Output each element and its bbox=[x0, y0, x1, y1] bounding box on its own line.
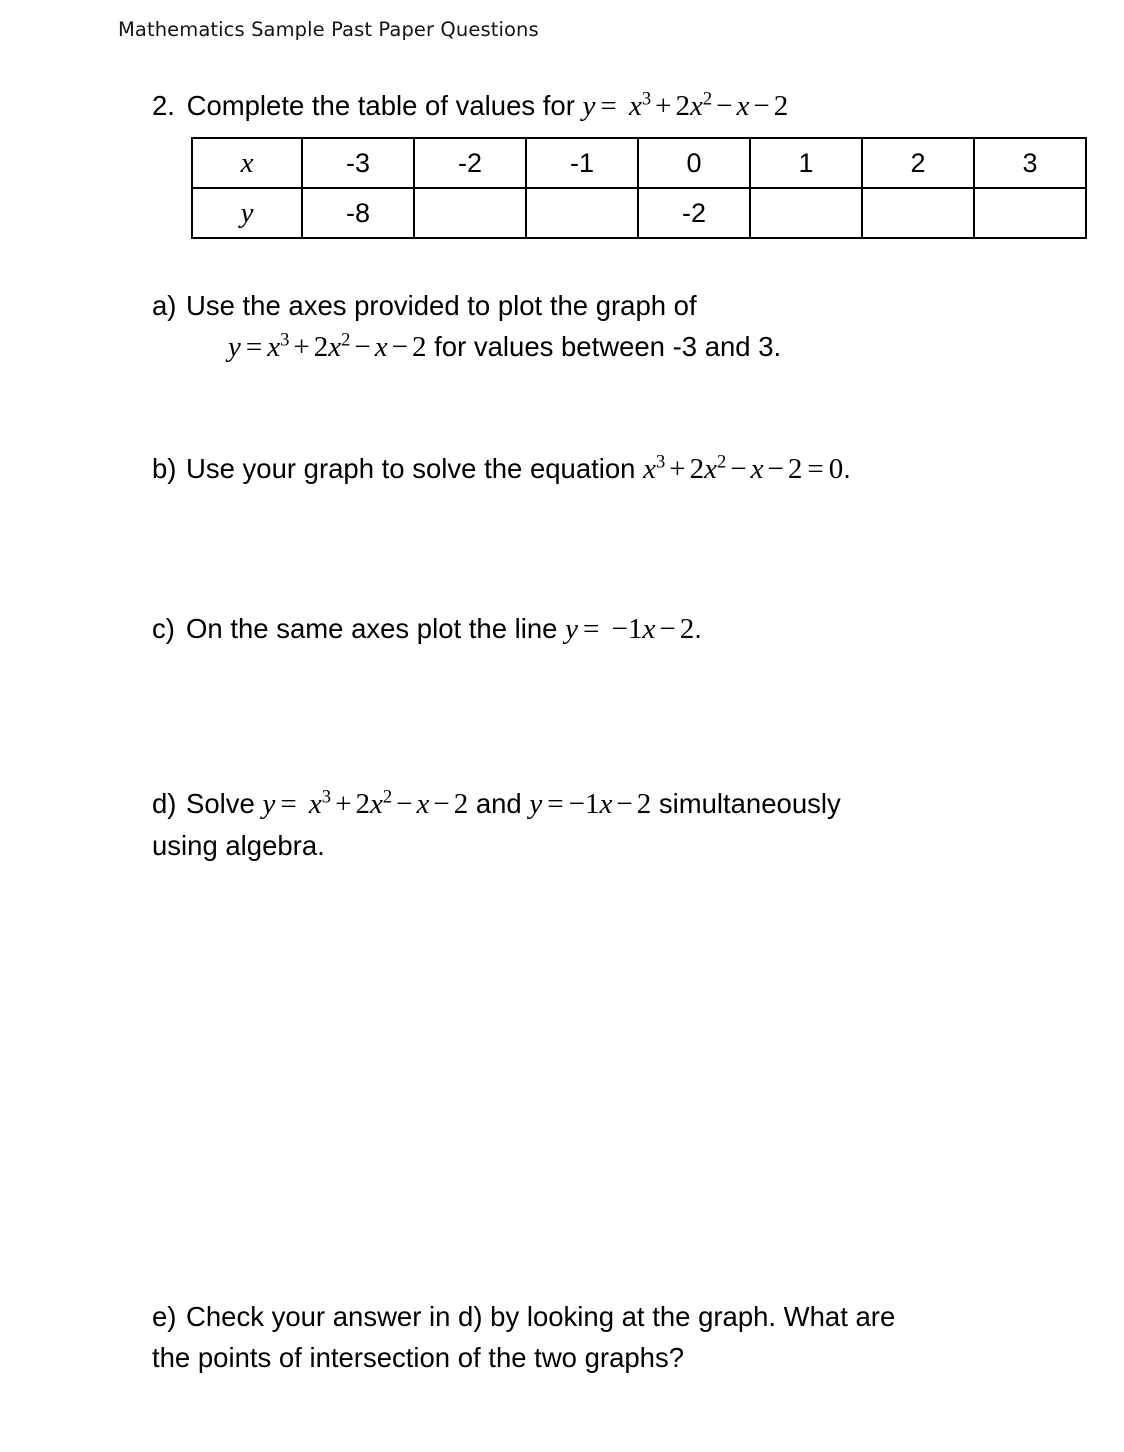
table-cell-x-2[interactable]: -1 bbox=[526, 138, 638, 188]
table-of-values bbox=[191, 137, 1087, 239]
part-b-body bbox=[186, 453, 851, 484]
table-cell-y-3[interactable]: -2 bbox=[638, 188, 750, 238]
table-cell-x-6[interactable]: 3 bbox=[974, 138, 1086, 188]
table-cell-y-4[interactable] bbox=[750, 188, 862, 238]
table-label-y: y bbox=[192, 188, 302, 238]
question-number: 2. bbox=[152, 90, 175, 121]
part-e-marker: e) bbox=[152, 1301, 177, 1332]
part-d-equation-line: y = −1x − 2 bbox=[529, 788, 652, 820]
table-cell-x-0[interactable]: -3 bbox=[302, 138, 414, 188]
table-cell-x-3[interactable]: 0 bbox=[638, 138, 750, 188]
part-e-line1: Check your answer in d) by looking at the graph. What are bbox=[186, 1301, 896, 1332]
part-c-body bbox=[186, 613, 702, 644]
part-c-text: On the same axes plot the line bbox=[186, 613, 558, 644]
part-d-text: Solve bbox=[186, 788, 255, 819]
table-cell-x-4[interactable]: 1 bbox=[750, 138, 862, 188]
part-b-text: Use your graph to solve the equation bbox=[186, 453, 636, 484]
question-stem bbox=[152, 86, 788, 126]
table-row-y bbox=[192, 188, 1086, 238]
part-a-line1: Use the axes provided to plot the graph of bbox=[186, 290, 697, 321]
table-label-x: x bbox=[192, 138, 302, 188]
question-part-d bbox=[152, 783, 1082, 866]
table-cell-y-0[interactable]: -8 bbox=[302, 188, 414, 238]
part-e-line2: the points of intersection of the two graphs? bbox=[152, 1342, 684, 1373]
part-d-equation-cubic: $y = x^3 + 2x^2 - x - 2$ bbox=[262, 786, 469, 820]
part-a-line2 bbox=[228, 326, 781, 368]
question-stem-text: Complete the table of values for bbox=[186, 90, 575, 121]
part-d-line2: using algebra. bbox=[152, 830, 325, 861]
part-d-text-suffix: simultaneously bbox=[658, 788, 841, 819]
table-cell-x-1[interactable]: -2 bbox=[414, 138, 526, 188]
part-b-equation: $x^3 + 2x^2 - x - 2 = 0$ bbox=[643, 451, 844, 485]
part-c-equation: y = −1x − 2 bbox=[565, 613, 695, 645]
part-c-marker: c) bbox=[152, 613, 175, 644]
table-cell-y-5[interactable] bbox=[862, 188, 974, 238]
table-cell-y-1[interactable] bbox=[414, 188, 526, 238]
part-a-body bbox=[152, 290, 781, 368]
table-cell-y-6[interactable] bbox=[974, 188, 1086, 238]
part-d-conjunction: and bbox=[475, 788, 522, 819]
document-header: Mathematics Sample Past Paper Questions bbox=[118, 18, 539, 41]
table-cell-y-2[interactable] bbox=[526, 188, 638, 238]
question-part-a bbox=[152, 285, 781, 368]
part-d-body bbox=[152, 788, 1082, 866]
part-b-marker: b) bbox=[152, 453, 177, 484]
part-b-period: . bbox=[843, 453, 851, 484]
part-a-line2-suffix: for values between -3 and 3. bbox=[434, 331, 782, 362]
part-a-equation: $y = x^3 + 2x^2 - x - 2$ bbox=[228, 329, 427, 363]
question-part-e bbox=[152, 1296, 1052, 1378]
part-a-marker: a) bbox=[152, 290, 177, 321]
question-part-c bbox=[152, 608, 702, 650]
part-d-marker: d) bbox=[152, 788, 177, 819]
part-c-period: . bbox=[694, 613, 702, 644]
question-stem-equation: $y = x^3 + 2x^2 - x - 2$ bbox=[582, 88, 789, 122]
part-e-body bbox=[152, 1301, 1052, 1378]
table-cell-x-5[interactable]: 2 bbox=[862, 138, 974, 188]
table-row-x bbox=[192, 138, 1086, 188]
question-part-b bbox=[152, 448, 851, 490]
